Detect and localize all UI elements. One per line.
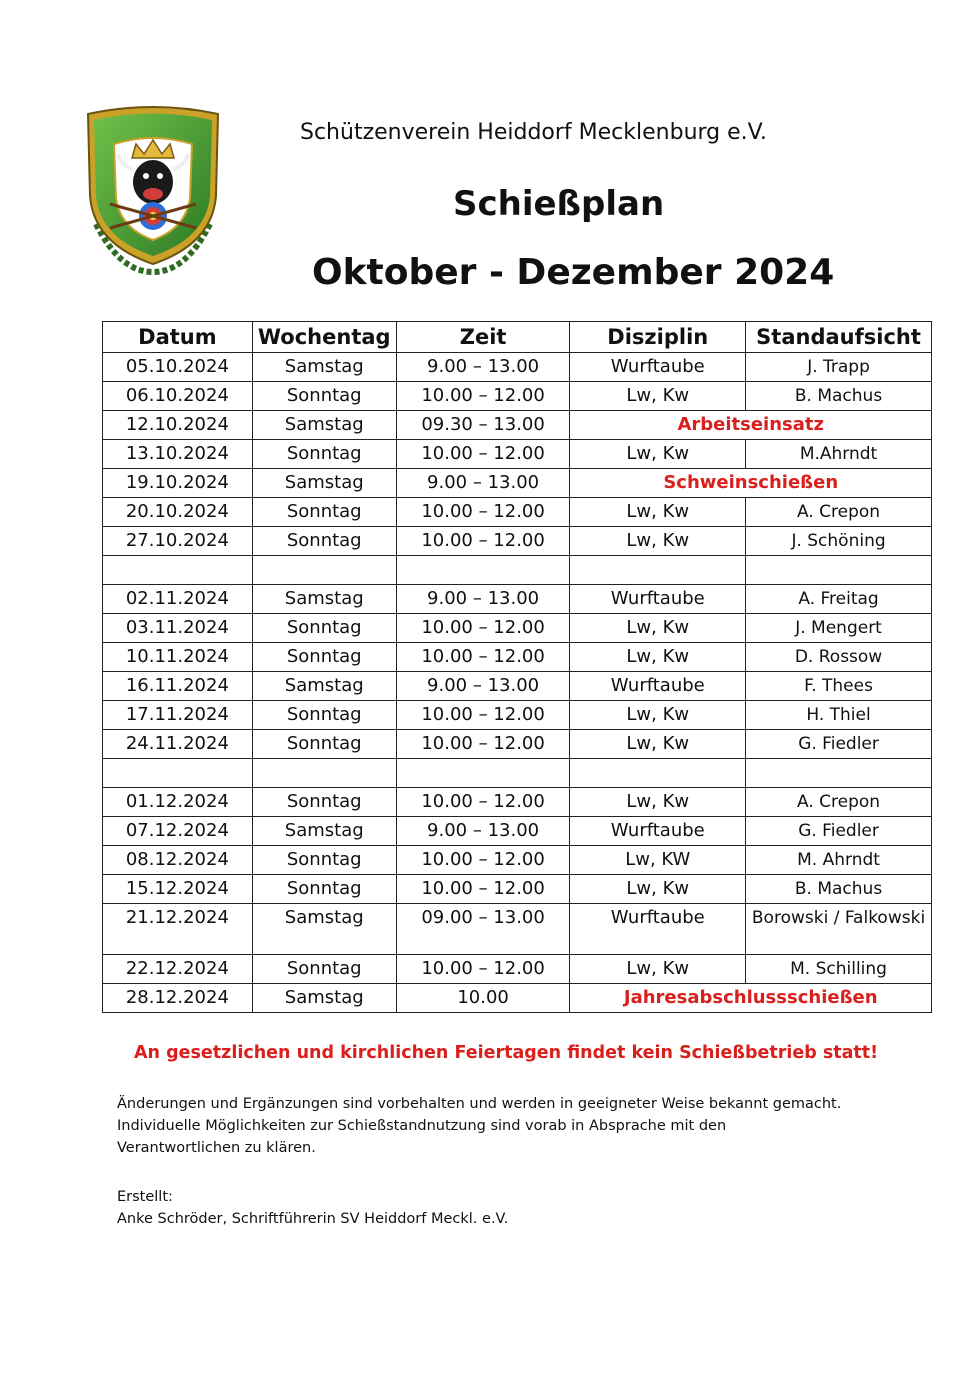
cell-time: 9.00 – 13.00 <box>396 353 570 382</box>
cell-date: 02.11.2024 <box>103 585 253 614</box>
cell-discipline: Lw, Kw <box>570 498 746 527</box>
created-by: Anke Schröder, Schriftführerin SV Heiddorf Meckl. e.V. <box>117 1211 509 1227</box>
table-spacer-row <box>103 759 932 788</box>
cell-weekday: Samstag <box>252 469 396 498</box>
cell-weekday: Samstag <box>252 411 396 440</box>
cell-weekday: Sonntag <box>252 527 396 556</box>
cell-event: Schweinschießen <box>570 469 932 498</box>
cell-date: 24.11.2024 <box>103 730 253 759</box>
cell-date: 08.12.2024 <box>103 846 253 875</box>
cell-discipline: Lw, Kw <box>570 730 746 759</box>
cell-discipline: Wurftaube <box>570 817 746 846</box>
cell-discipline: Lw, Kw <box>570 875 746 904</box>
cell-date: 17.11.2024 <box>103 701 253 730</box>
cell-weekday: Samstag <box>252 353 396 382</box>
cell-date: 06.10.2024 <box>103 382 253 411</box>
cell-supervisor: G. Fiedler <box>746 730 932 759</box>
cell-time: 10.00 – 12.00 <box>396 955 570 984</box>
col-header-time: Zeit <box>396 322 570 353</box>
cell-event: Jahresabschlussschießen <box>570 984 932 1013</box>
table-row <box>103 955 932 984</box>
page-title: Schießplan <box>453 184 665 224</box>
created-label: Erstellt: <box>117 1189 173 1205</box>
holiday-notice: An gesetzlichen und kirchlichen Feiertagen findet kein Schießbetrieb statt! <box>134 1043 879 1063</box>
cell-date: 01.12.2024 <box>103 788 253 817</box>
empty-cell <box>570 759 746 788</box>
table-row <box>103 382 932 411</box>
empty-cell <box>396 556 570 585</box>
cell-weekday: Sonntag <box>252 701 396 730</box>
cell-date: 20.10.2024 <box>103 498 253 527</box>
cell-weekday: Sonntag <box>252 382 396 411</box>
cell-time: 09.30 – 13.00 <box>396 411 570 440</box>
cell-weekday: Sonntag <box>252 498 396 527</box>
table-row <box>103 469 932 498</box>
empty-cell <box>746 759 932 788</box>
schedule-table <box>102 321 932 1013</box>
cell-weekday: Sonntag <box>252 846 396 875</box>
cell-time: 10.00 – 12.00 <box>396 730 570 759</box>
table-row <box>103 730 932 759</box>
info-line: Änderungen und Ergänzungen sind vorbehalten und werden in geeigneter Weise bekannt gemacht. <box>117 1096 842 1112</box>
empty-cell <box>103 556 253 585</box>
empty-cell <box>396 759 570 788</box>
table-spacer-row <box>103 556 932 585</box>
cell-supervisor: J. Mengert <box>746 614 932 643</box>
cell-date: 28.12.2024 <box>103 984 253 1013</box>
cell-discipline: Wurftaube <box>570 672 746 701</box>
cell-weekday: Sonntag <box>252 440 396 469</box>
table-row <box>103 904 932 955</box>
table-row <box>103 585 932 614</box>
cell-supervisor: B. Machus <box>746 875 932 904</box>
table-row <box>103 984 932 1013</box>
cell-time: 10.00 – 12.00 <box>396 643 570 672</box>
period-title: Oktober - Dezember 2024 <box>312 252 835 293</box>
cell-supervisor: Borowski / Falkowski <box>746 904 932 955</box>
cell-discipline: Lw, Kw <box>570 440 746 469</box>
cell-date: 05.10.2024 <box>103 353 253 382</box>
cell-discipline: Wurftaube <box>570 353 746 382</box>
cell-weekday: Sonntag <box>252 875 396 904</box>
table-row <box>103 817 932 846</box>
cell-discipline: Lw, Kw <box>570 955 746 984</box>
info-line: Individuelle Möglichkeiten zur Schießstandnutzung sind vorab in Absprache mit den <box>117 1118 727 1134</box>
empty-cell <box>746 556 932 585</box>
cell-discipline: Lw, KW <box>570 846 746 875</box>
empty-cell <box>252 759 396 788</box>
table-row <box>103 788 932 817</box>
table-row <box>103 527 932 556</box>
cell-event: Arbeitseinsatz <box>570 411 932 440</box>
cell-discipline: Lw, Kw <box>570 788 746 817</box>
table-row <box>103 440 932 469</box>
table-row <box>103 701 932 730</box>
cell-time: 10.00 <box>396 984 570 1013</box>
cell-discipline: Lw, Kw <box>570 701 746 730</box>
cell-discipline: Lw, Kw <box>570 382 746 411</box>
cell-supervisor: M. Schilling <box>746 955 932 984</box>
cell-date: 21.12.2024 <box>103 904 253 955</box>
empty-cell <box>570 556 746 585</box>
created-block <box>117 1186 508 1230</box>
cell-supervisor: G. Fiedler <box>746 817 932 846</box>
cell-date: 13.10.2024 <box>103 440 253 469</box>
cell-weekday: Sonntag <box>252 643 396 672</box>
cell-weekday: Sonntag <box>252 955 396 984</box>
cell-supervisor: J. Trapp <box>746 353 932 382</box>
cell-supervisor: M. Ahrndt <box>746 846 932 875</box>
cell-discipline: Wurftaube <box>570 585 746 614</box>
empty-cell <box>103 759 253 788</box>
cell-weekday: Samstag <box>252 672 396 701</box>
cell-date: 15.12.2024 <box>103 875 253 904</box>
club-name: Schützenverein Heiddorf Mecklenburg e.V. <box>300 120 767 145</box>
col-header-date: Datum <box>103 322 253 353</box>
cell-time: 10.00 – 12.00 <box>396 846 570 875</box>
cell-supervisor: J. Schöning <box>746 527 932 556</box>
cell-supervisor: A. Freitag <box>746 585 932 614</box>
table-row <box>103 411 932 440</box>
cell-time: 9.00 – 13.00 <box>396 817 570 846</box>
cell-date: 10.11.2024 <box>103 643 253 672</box>
table-row <box>103 353 932 382</box>
cell-time: 9.00 – 13.00 <box>396 672 570 701</box>
table-header-row <box>103 322 932 353</box>
cell-time: 10.00 – 12.00 <box>396 614 570 643</box>
cell-time: 09.00 – 13.00 <box>396 904 570 955</box>
cell-time: 10.00 – 12.00 <box>396 701 570 730</box>
cell-time: 10.00 – 12.00 <box>396 527 570 556</box>
cell-discipline: Lw, Kw <box>570 614 746 643</box>
table-row <box>103 614 932 643</box>
cell-date: 12.10.2024 <box>103 411 253 440</box>
cell-supervisor: D. Rossow <box>746 643 932 672</box>
col-header-supervisor: Standaufsicht <box>746 322 932 353</box>
cell-date: 27.10.2024 <box>103 527 253 556</box>
table-row <box>103 643 932 672</box>
cell-date: 03.11.2024 <box>103 614 253 643</box>
cell-supervisor: A. Crepon <box>746 498 932 527</box>
cell-weekday: Samstag <box>252 984 396 1013</box>
table-row <box>103 846 932 875</box>
empty-cell <box>252 556 396 585</box>
table-row <box>103 498 932 527</box>
cell-weekday: Sonntag <box>252 788 396 817</box>
cell-time: 10.00 – 12.00 <box>396 875 570 904</box>
table-row <box>103 875 932 904</box>
cell-date: 22.12.2024 <box>103 955 253 984</box>
cell-time: 9.00 – 13.00 <box>396 469 570 498</box>
cell-time: 10.00 – 12.00 <box>396 498 570 527</box>
cell-weekday: Samstag <box>252 585 396 614</box>
cell-date: 07.12.2024 <box>103 817 253 846</box>
cell-supervisor: M.Ahrndt <box>746 440 932 469</box>
cell-weekday: Samstag <box>252 817 396 846</box>
cell-date: 19.10.2024 <box>103 469 253 498</box>
cell-discipline: Lw, Kw <box>570 527 746 556</box>
cell-supervisor: F. Thees <box>746 672 932 701</box>
cell-weekday: Samstag <box>252 904 396 955</box>
cell-discipline: Wurftaube <box>570 904 746 955</box>
cell-discipline: Lw, Kw <box>570 643 746 672</box>
cell-supervisor: B. Machus <box>746 382 932 411</box>
cell-weekday: Sonntag <box>252 730 396 759</box>
info-text <box>117 1093 841 1159</box>
col-header-weekday: Wochentag <box>252 322 396 353</box>
table-row <box>103 672 932 701</box>
cell-supervisor: A. Crepon <box>746 788 932 817</box>
cell-supervisor: H. Thiel <box>746 701 932 730</box>
cell-time: 10.00 – 12.00 <box>396 382 570 411</box>
cell-weekday: Sonntag <box>252 614 396 643</box>
col-header-discipline: Disziplin <box>570 322 746 353</box>
cell-date: 16.11.2024 <box>103 672 253 701</box>
info-line: Verantwortlichen zu klären. <box>117 1140 316 1156</box>
cell-time: 10.00 – 12.00 <box>396 440 570 469</box>
cell-time: 10.00 – 12.00 <box>396 788 570 817</box>
cell-time: 9.00 – 13.00 <box>396 585 570 614</box>
